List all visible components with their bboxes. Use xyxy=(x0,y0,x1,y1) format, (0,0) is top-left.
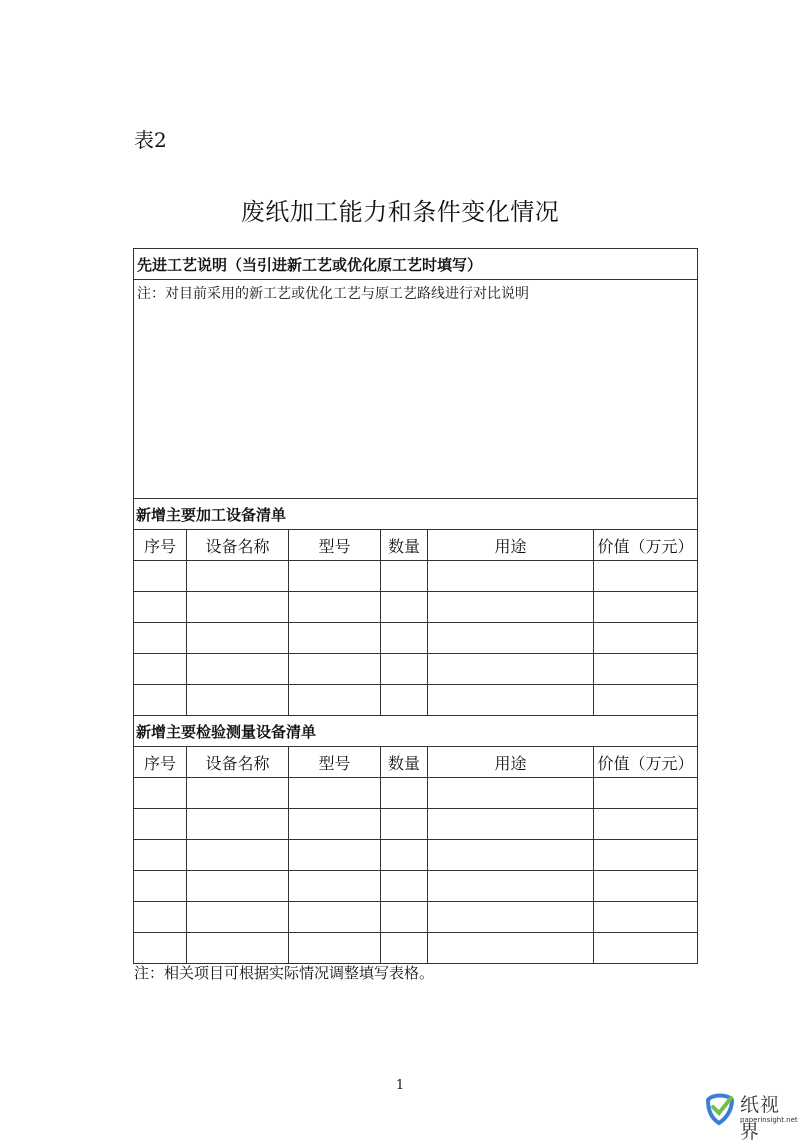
table-cell[interactable] xyxy=(134,561,187,592)
processing-equipment-row xyxy=(134,592,698,623)
processing-equipment-row xyxy=(134,654,698,685)
table-cell[interactable] xyxy=(594,623,698,654)
table-cell[interactable] xyxy=(289,561,381,592)
table-cell[interactable] xyxy=(289,933,381,964)
column-header: 序号 xyxy=(134,530,187,561)
form-table xyxy=(133,248,698,964)
footnote: 注：相关项目可根据实际情况调整填写表格。 xyxy=(134,964,435,982)
table-cell[interactable] xyxy=(134,685,187,716)
table-cell[interactable] xyxy=(381,933,428,964)
table-cell[interactable] xyxy=(187,809,289,840)
column-header: 型号 xyxy=(289,530,381,561)
table-cell[interactable] xyxy=(134,654,187,685)
table-cell[interactable] xyxy=(428,902,594,933)
table-cell[interactable] xyxy=(381,623,428,654)
table-cell[interactable] xyxy=(428,623,594,654)
table-cell[interactable] xyxy=(187,902,289,933)
table-cell[interactable] xyxy=(187,933,289,964)
testing-equipment-row xyxy=(134,933,698,964)
table-cell[interactable] xyxy=(134,623,187,654)
table-cell[interactable] xyxy=(289,685,381,716)
column-header: 序号 xyxy=(134,747,187,778)
table-cell[interactable] xyxy=(428,840,594,871)
processing-equipment-row xyxy=(134,623,698,654)
column-header: 价值（万元） xyxy=(594,747,698,778)
table-cell[interactable] xyxy=(594,902,698,933)
column-header: 数量 xyxy=(381,747,428,778)
table-cell[interactable] xyxy=(289,623,381,654)
table-cell[interactable] xyxy=(134,871,187,902)
processing-equipment-heading: 新增主要加工设备清单 xyxy=(134,499,698,530)
table-cell[interactable] xyxy=(594,654,698,685)
table-cell[interactable] xyxy=(428,809,594,840)
page-title: 废纸加工能力和条件变化情况 xyxy=(240,198,560,226)
processing-equipment-row xyxy=(134,561,698,592)
table-cell[interactable] xyxy=(134,809,187,840)
column-header: 设备名称 xyxy=(187,747,289,778)
table-cell[interactable] xyxy=(594,840,698,871)
table-cell[interactable] xyxy=(187,778,289,809)
column-header: 型号 xyxy=(289,747,381,778)
testing-equipment-row xyxy=(134,840,698,871)
table-cell[interactable] xyxy=(594,561,698,592)
table-cell[interactable] xyxy=(289,902,381,933)
table-cell[interactable] xyxy=(289,840,381,871)
column-header: 设备名称 xyxy=(187,530,289,561)
table-cell[interactable] xyxy=(594,871,698,902)
table-cell[interactable] xyxy=(381,654,428,685)
testing-equipment-header-row xyxy=(134,747,698,778)
table-cell[interactable] xyxy=(428,933,594,964)
table-cell[interactable] xyxy=(187,654,289,685)
table-cell[interactable] xyxy=(134,902,187,933)
table-cell[interactable] xyxy=(381,778,428,809)
table-cell[interactable] xyxy=(134,778,187,809)
testing-equipment-row xyxy=(134,809,698,840)
table-cell[interactable] xyxy=(428,685,594,716)
column-header: 数量 xyxy=(381,530,428,561)
table-cell[interactable] xyxy=(289,654,381,685)
table-cell[interactable] xyxy=(381,809,428,840)
table-cell[interactable] xyxy=(187,623,289,654)
watermark-text: 纸视界 xyxy=(740,1094,781,1143)
table-cell[interactable] xyxy=(134,933,187,964)
process-note-field[interactable] xyxy=(134,280,698,499)
column-header: 用途 xyxy=(428,530,594,561)
table-cell[interactable] xyxy=(187,561,289,592)
table-cell[interactable] xyxy=(428,592,594,623)
testing-equipment-row xyxy=(134,871,698,902)
table-cell[interactable] xyxy=(381,561,428,592)
table-cell[interactable] xyxy=(381,871,428,902)
table-cell[interactable] xyxy=(381,685,428,716)
table-cell[interactable] xyxy=(594,685,698,716)
page-number: 1 xyxy=(395,1078,405,1093)
table-cell[interactable] xyxy=(594,592,698,623)
table-cell[interactable] xyxy=(594,933,698,964)
checkmark-shield-icon xyxy=(702,1090,738,1126)
table-cell[interactable] xyxy=(134,840,187,871)
table-cell[interactable] xyxy=(594,809,698,840)
watermark-subtext: paperinsight.net xyxy=(740,1116,798,1124)
table-cell[interactable] xyxy=(187,871,289,902)
table-cell[interactable] xyxy=(428,871,594,902)
table-cell[interactable] xyxy=(428,778,594,809)
process-note-text: 注：对目前采用的新工艺或优化工艺与原工艺路线进行对比说明 xyxy=(137,286,529,302)
table-cell[interactable] xyxy=(289,809,381,840)
testing-equipment-row xyxy=(134,902,698,933)
table-cell[interactable] xyxy=(428,654,594,685)
table-cell[interactable] xyxy=(381,840,428,871)
process-section-heading: 先进工艺说明（当引进新工艺或优化原工艺时填写） xyxy=(134,249,698,280)
column-header: 价值（万元） xyxy=(594,530,698,561)
table-cell[interactable] xyxy=(289,592,381,623)
testing-equipment-heading: 新增主要检验测量设备清单 xyxy=(134,716,698,747)
table-cell[interactable] xyxy=(594,778,698,809)
table-cell[interactable] xyxy=(289,778,381,809)
watermark-logo xyxy=(702,1088,798,1143)
testing-equipment-row xyxy=(134,778,698,809)
processing-equipment-header-row xyxy=(134,530,698,561)
table-cell[interactable] xyxy=(134,592,187,623)
table-cell[interactable] xyxy=(381,592,428,623)
table-cell[interactable] xyxy=(428,561,594,592)
table-label: 表2 xyxy=(134,128,167,152)
processing-equipment-row xyxy=(134,685,698,716)
column-header: 用途 xyxy=(428,747,594,778)
table-cell[interactable] xyxy=(381,902,428,933)
table-cell[interactable] xyxy=(289,871,381,902)
table-cell[interactable] xyxy=(187,840,289,871)
table-cell[interactable] xyxy=(187,685,289,716)
table-cell[interactable] xyxy=(187,592,289,623)
